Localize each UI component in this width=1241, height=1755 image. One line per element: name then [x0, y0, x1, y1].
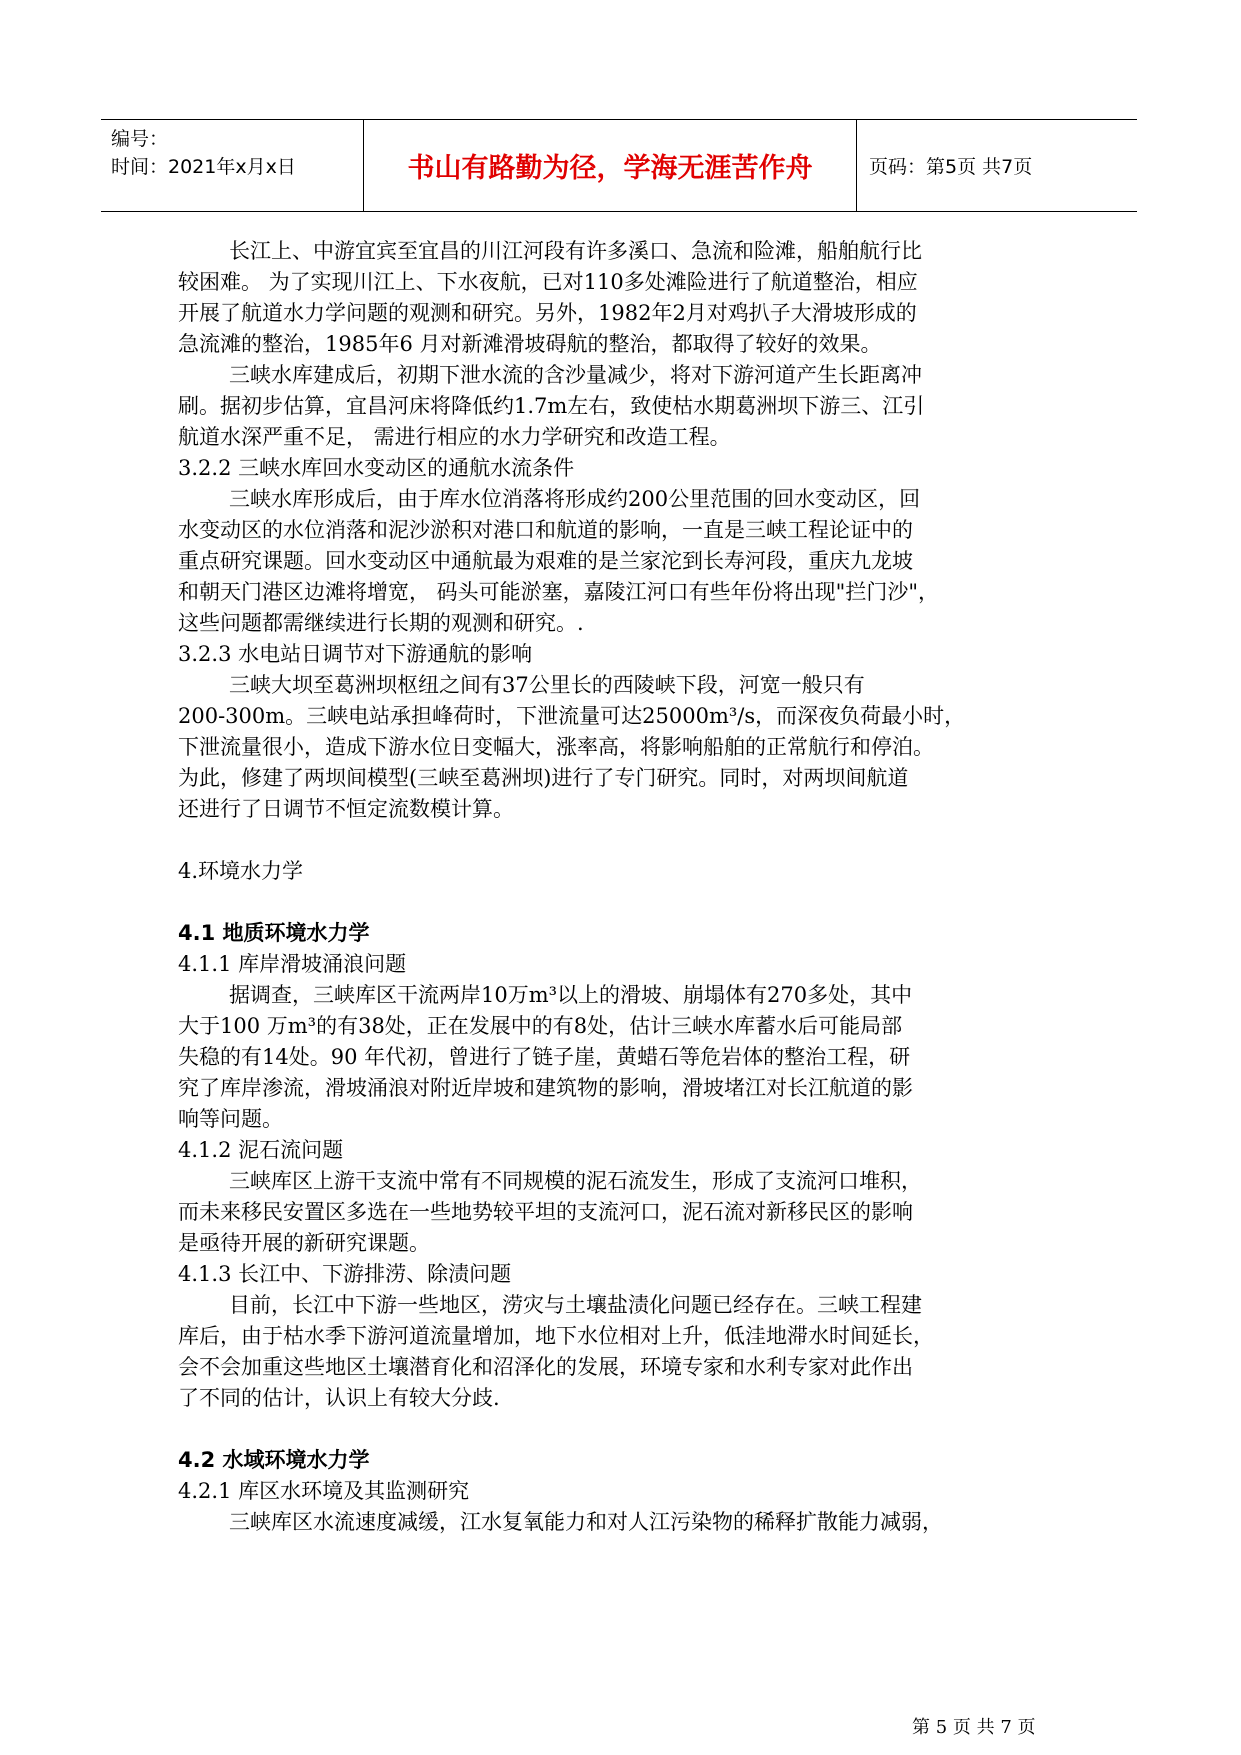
text-line: 大于100 万m³的有38处，正在发展中的有8处，估计三峡水库蓄水后可能局部 — [178, 1014, 903, 1038]
text-line: 水变动区的水位消落和泥沙淤积对港口和航道的影响，一直是三峡工程论证中的 — [178, 518, 913, 542]
text-line: 三峡库区水流速度减缓，江水复氧能力和对人江污染物的稀释扩散能力减弱， — [229, 1510, 943, 1534]
text-line: 开展了航道水力学问题的观测和研究。另外，1982年2月对鸡扒子大滑坡形成的 — [178, 301, 917, 325]
text-line: 这些问题都需继续进行长期的观测和研究。. — [178, 611, 584, 635]
text-line: 较困难。 为了实现川江上、下水夜航，已对110多处滩险进行了航道整治，相应 — [178, 270, 918, 294]
text-line: 三峡水库建成后，初期下泄水流的含沙量减少，将对下游河道产生长距离冲 — [229, 363, 922, 387]
text-line: 是亟待开展的新研究课题。 — [178, 1231, 430, 1255]
document-number-label: 编号： — [111, 128, 169, 150]
text-line: 刷。据初步估算，宜昌河床将降低约1.7m左右，致使枯水期葛洲坝下游三、江引 — [178, 394, 925, 418]
text-line: 下泄流量很小，造成下游水位日变幅大，涨率高，将影响船舶的正常航行和停泊。 — [178, 735, 934, 759]
text-line: 4.1.3 长江中、下游排涝、除渍问题 — [178, 1262, 512, 1286]
text-line: 响等问题。 — [178, 1107, 283, 1131]
text-line: 三峡大坝至葛洲坝枢纽之间有37公里长的西陵峡下段，河宽一般只有 — [229, 673, 865, 697]
text-line: 4.1.1 库岸滑坡涌浪问题 — [178, 952, 407, 976]
document-time-label: 时间：2021年x月x日 — [111, 156, 296, 178]
blank-line — [178, 887, 1063, 918]
blank-line — [178, 1414, 1063, 1445]
text-line: 失稳的有14处。90 年代初，曾进行了链子崖，黄蜡石等危岩体的整治工程，研 — [178, 1045, 911, 1069]
header-divider — [856, 120, 857, 211]
page-header — [101, 119, 1137, 212]
text-line: 3.2.2 三峡水库回水变动区的通航水流条件 — [178, 456, 575, 480]
text-line: 了不同的估计，认识上有较大分歧. — [178, 1386, 500, 1410]
text-line: 而未来移民安置区多选在一些地势较平坦的支流河口，泥石流对新移民区的影响 — [178, 1200, 913, 1224]
text-line: 究了库岸渗流，滑坡涌浪对附近岸坡和建筑物的影响，滑坡堵江对长江航道的影 — [178, 1076, 913, 1100]
text-line: 4.1 地质环境水力学 — [178, 921, 370, 945]
text-line: 4.环境水力学 — [178, 859, 304, 883]
header-motto: 书山有路勤为径，学海无涯苦作舟 — [407, 153, 813, 184]
text-line: 三峡库区上游干支流中常有不同规模的泥石流发生，形成了支流河口堆积， — [229, 1169, 922, 1193]
header-meta — [111, 120, 363, 211]
text-line: 航道水深严重不足， 需进行相应的水力学研究和改造工程。 — [178, 425, 731, 449]
text-line: 为此，修建了两坝间模型(三峡至葛洲坝)进行了专门研究。同时，对两坝间航道 — [178, 766, 909, 790]
text-line: 三峡水库形成后，由于库水位消落将形成约200公里范围的回水变动区，回 — [229, 487, 921, 511]
text-line: 目前，长江中下游一些地区，涝灾与土壤盐渍化问题已经存在。三峡工程建 — [229, 1293, 922, 1317]
text-line: 据调查，三峡库区干流两岸10万m³以上的滑坡、崩塌体有270多处，其中 — [229, 983, 913, 1007]
document-body — [178, 236, 1063, 1538]
text-line: 3.2.3 水电站日调节对下游通航的影响 — [178, 642, 533, 666]
text-line: 还进行了日调节不恒定流数模计算。 — [178, 797, 514, 821]
text-line: 和朝天门港区边滩将增宽， 码头可能淤塞，嘉陵江河口有些年份将出现"拦门沙"， — [178, 580, 939, 604]
text-line: 长江上、中游宜宾至宜昌的川江河段有许多溪口、急流和险滩，船舶航行比 — [229, 239, 922, 263]
text-line: 4.2.1 库区水环境及其监测研究 — [178, 1479, 470, 1503]
text-line: 急流滩的整治，1985年6 月对新滩滑坡碍航的整治，都取得了较好的效果。 — [178, 332, 882, 356]
text-line: 4.2 水域环境水力学 — [178, 1448, 370, 1472]
text-line: 会不会加重这些地区土壤潜育化和沼泽化的发展，环境专家和水利专家对此作出 — [178, 1355, 913, 1379]
page-footer: 第 5 页 共 7 页 — [912, 1717, 1036, 1738]
text-line: 重点研究课题。回水变动区中通航最为艰难的是兰家沱到长寿河段，重庆九龙坡 — [178, 549, 913, 573]
text-line: 4.1.2 泥石流问题 — [178, 1138, 344, 1162]
text-line: 200-300m。三峡电站承担峰荷时，下泄流量可达25000m³/s，而深夜负荷最小时， — [178, 704, 966, 728]
blank-line — [178, 825, 1063, 856]
text-line: 库后，由于枯水季下游河道流量增加，地下水位相对上升，低洼地滞水时间延长， — [178, 1324, 934, 1348]
header-page-info: 页码：第5页 共7页 — [869, 156, 1033, 178]
